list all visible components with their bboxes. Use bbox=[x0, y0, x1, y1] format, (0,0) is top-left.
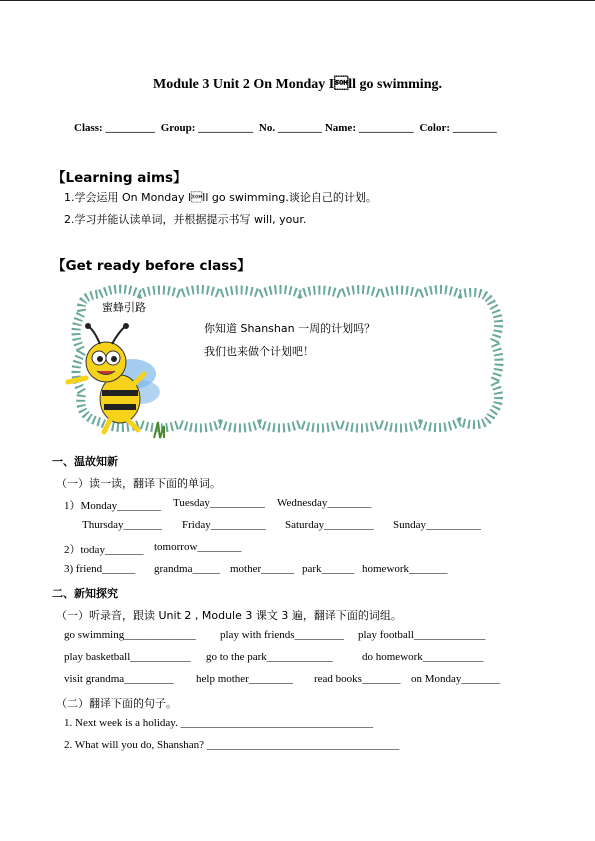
review-sub: （一）读一读，翻译下面的单词。 bbox=[56, 477, 221, 490]
bee-guide-box bbox=[60, 282, 510, 442]
phrase-blank[interactable]: visit grandma_________ bbox=[64, 673, 174, 685]
explore-sub-2: （二）翻译下面的句子。 bbox=[56, 697, 177, 710]
class-field[interactable]: Class: _________ bbox=[74, 122, 155, 134]
word-blank[interactable]: 3) friend______ bbox=[64, 563, 136, 575]
explore-heading: 二、新知探究 bbox=[52, 587, 118, 600]
name-field[interactable]: Name: __________ bbox=[324, 122, 414, 134]
page-title: Module 3 Unit 2 On Monday Ill go swimming. bbox=[153, 77, 442, 92]
review-heading: 一、温故知新 bbox=[52, 455, 118, 468]
top-rule bbox=[0, 0, 595, 1]
group-field[interactable]: Group: __________ bbox=[160, 122, 254, 134]
word-blank[interactable]: 2）today_______ bbox=[64, 544, 144, 556]
color-field[interactable]: Color: ________ bbox=[419, 122, 497, 134]
word-blank[interactable]: Saturday_________ bbox=[285, 519, 374, 531]
bee-guide-line-1: 你知道 Shanshan 一周的计划吗？ bbox=[204, 322, 376, 335]
phrase-blank[interactable]: on Monday_______ bbox=[411, 673, 500, 685]
sentence-blank-1[interactable]: 1. Next week is a holiday. ___________________________________ bbox=[64, 717, 374, 729]
word-blank[interactable]: grandma_____ bbox=[154, 563, 220, 575]
word-blank[interactable]: 1）Monday________ bbox=[64, 500, 162, 512]
word-blank[interactable]: mother______ bbox=[230, 563, 295, 575]
aim-item-1: 1.学会运用 On Monday Ill go swimming.谈论自己的计划。 bbox=[64, 191, 377, 204]
explore-sub-1: （一）听录音，跟读 Unit 2 , Module 3 课文 3 遍，翻译下面的词组。 bbox=[56, 609, 402, 622]
phrase-blank[interactable]: play football_____________ bbox=[358, 629, 486, 641]
learning-aims-heading: 【Learning aims】 bbox=[52, 170, 187, 186]
word-blank[interactable]: Wednesday________ bbox=[277, 497, 372, 509]
word-blank[interactable]: tomorrow________ bbox=[154, 541, 242, 553]
sentence-blank-2[interactable]: 2. What will you do, Shanshan? ___________________________________ bbox=[64, 739, 400, 751]
get-ready-heading: 【Get ready before class】 bbox=[52, 258, 251, 274]
aim-item-2: 2.学习并能认读单词，并根据提示书写 will, your. bbox=[64, 213, 307, 226]
student-info-line bbox=[74, 122, 500, 134]
word-blank[interactable]: Tuesday__________ bbox=[173, 497, 265, 509]
phrase-blank[interactable]: help mother________ bbox=[196, 673, 293, 685]
phrase-blank[interactable]: play with friends_________ bbox=[220, 629, 345, 641]
word-blank[interactable]: homework_______ bbox=[362, 563, 448, 575]
phrase-blank[interactable]: read books_______ bbox=[314, 673, 401, 685]
bee-guide-line-2: 我们也来做个计划吧！ bbox=[204, 345, 314, 358]
bee-guide-label: 蜜蜂引路 bbox=[102, 301, 146, 314]
phrase-blank[interactable]: play basketball___________ bbox=[64, 651, 191, 663]
word-blank[interactable]: Friday__________ bbox=[182, 519, 266, 531]
phrase-blank[interactable]: go to the park____________ bbox=[206, 651, 333, 663]
no-field[interactable]: No. ________ bbox=[258, 122, 322, 134]
word-blank[interactable]: Thursday_______ bbox=[82, 519, 163, 531]
phrase-blank[interactable]: go swimming_____________ bbox=[64, 629, 196, 641]
phrase-blank[interactable]: do homework___________ bbox=[362, 651, 484, 663]
word-blank[interactable]: Sunday__________ bbox=[393, 519, 481, 531]
word-blank[interactable]: park______ bbox=[302, 563, 355, 575]
